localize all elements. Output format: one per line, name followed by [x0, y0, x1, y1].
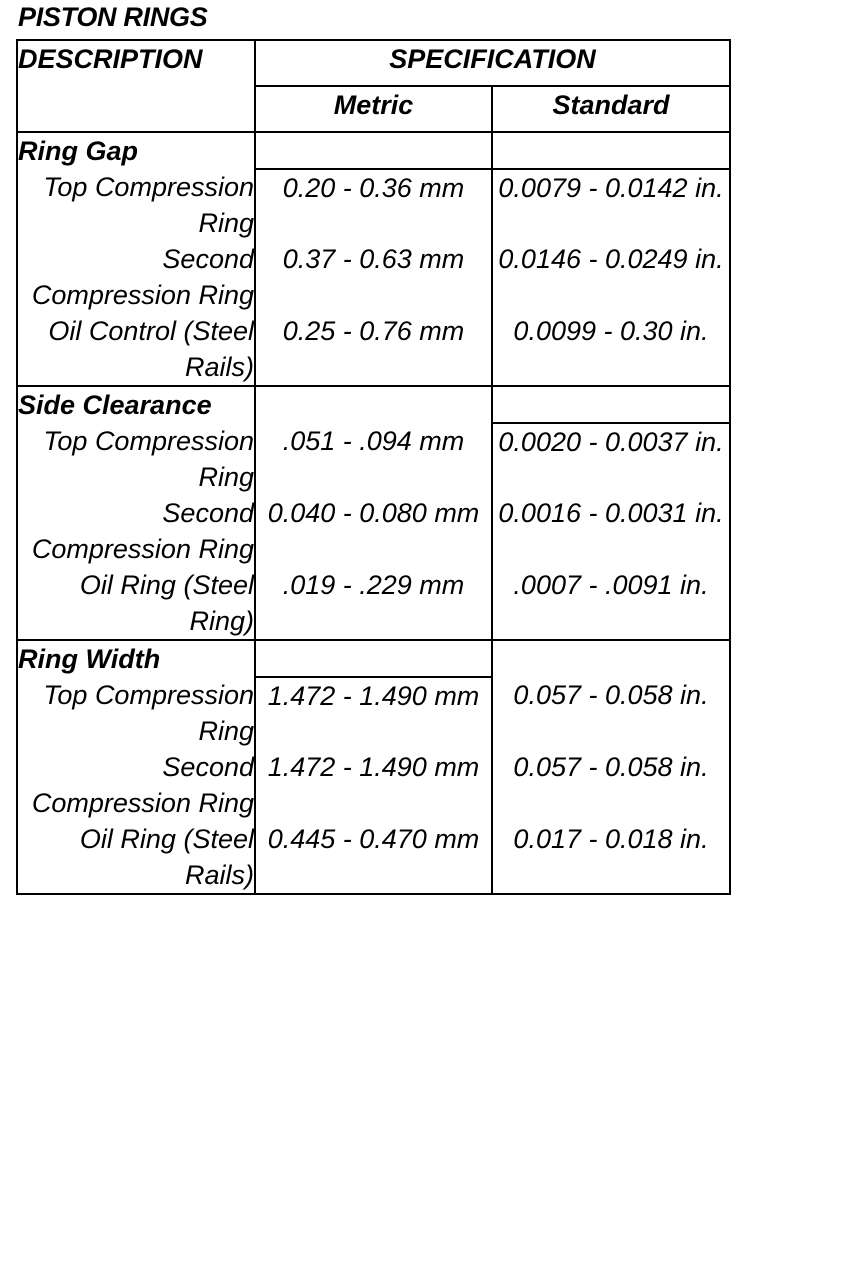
- row-standard-value: 0.0099 - 0.30 in.: [492, 313, 730, 386]
- table-row: [17, 567, 730, 640]
- row-description: Top Compression Ring: [17, 169, 255, 241]
- table-row: [17, 821, 730, 894]
- row-description: Top Compression Ring: [17, 677, 255, 749]
- row-description: Second Compression Ring: [17, 495, 255, 567]
- section-header-row: [17, 132, 730, 169]
- row-description: Oil Ring (Steel Rails): [17, 821, 255, 894]
- row-description: Oil Ring (Steel Ring): [17, 567, 255, 640]
- table-row: [17, 749, 730, 821]
- section-title: Ring Gap: [17, 132, 255, 169]
- table-row: [17, 495, 730, 567]
- section-metric-blank: [255, 640, 492, 677]
- table-header: [17, 40, 730, 132]
- row-metric-value: 0.37 - 0.63 mm: [255, 241, 492, 313]
- row-standard-value: 0.017 - 0.018 in.: [492, 821, 730, 894]
- row-standard-value: 0.0079 - 0.0142 in.: [492, 169, 730, 241]
- table-row: [17, 423, 730, 495]
- metric-column-header: Metric: [255, 86, 492, 132]
- section-standard-blank: [492, 640, 730, 677]
- section-ring-gap: [17, 132, 730, 386]
- row-standard-value: 0.057 - 0.058 in.: [492, 677, 730, 749]
- table-row: [17, 241, 730, 313]
- description-column-header: DESCRIPTION: [17, 40, 255, 132]
- section-standard-blank: [492, 386, 730, 423]
- section-header-row: [17, 640, 730, 677]
- row-description: Oil Control (Steel Rails): [17, 313, 255, 386]
- row-description: Top Compression Ring: [17, 423, 255, 495]
- section-side-clearance: [17, 386, 730, 640]
- page-title: PISTON RINGS: [18, 2, 208, 32]
- row-standard-value: 0.057 - 0.058 in.: [492, 749, 730, 821]
- table-row: [17, 677, 730, 749]
- row-metric-value: 0.040 - 0.080 mm: [255, 495, 492, 567]
- section-title: Side Clearance: [17, 386, 255, 423]
- standard-column-header: Standard: [492, 86, 730, 132]
- row-metric-value: .051 - .094 mm: [255, 423, 492, 495]
- section-standard-blank: [492, 132, 730, 169]
- section-title: Ring Width: [17, 640, 255, 677]
- row-description: Second Compression Ring: [17, 749, 255, 821]
- row-description: Second Compression Ring: [17, 241, 255, 313]
- section-metric-blank: [255, 132, 492, 169]
- row-standard-value: 0.0020 - 0.0037 in.: [492, 423, 730, 495]
- row-metric-value: 0.25 - 0.76 mm: [255, 313, 492, 386]
- row-standard-value: .0007 - .0091 in.: [492, 567, 730, 640]
- section-ring-width: [17, 640, 730, 894]
- piston-rings-spec-table: [16, 39, 731, 895]
- row-metric-value: 0.20 - 0.36 mm: [255, 169, 492, 241]
- section-header-row: [17, 386, 730, 423]
- row-standard-value: 0.0016 - 0.0031 in.: [492, 495, 730, 567]
- row-metric-value: 1.472 - 1.490 mm: [255, 749, 492, 821]
- row-metric-value: 1.472 - 1.490 mm: [255, 677, 492, 749]
- table-row: [17, 313, 730, 386]
- section-metric-blank: [255, 386, 492, 423]
- table-row: [17, 169, 730, 241]
- row-standard-value: 0.0146 - 0.0249 in.: [492, 241, 730, 313]
- row-metric-value: .019 - .229 mm: [255, 567, 492, 640]
- specification-column-header: SPECIFICATION: [255, 40, 730, 86]
- row-metric-value: 0.445 - 0.470 mm: [255, 821, 492, 894]
